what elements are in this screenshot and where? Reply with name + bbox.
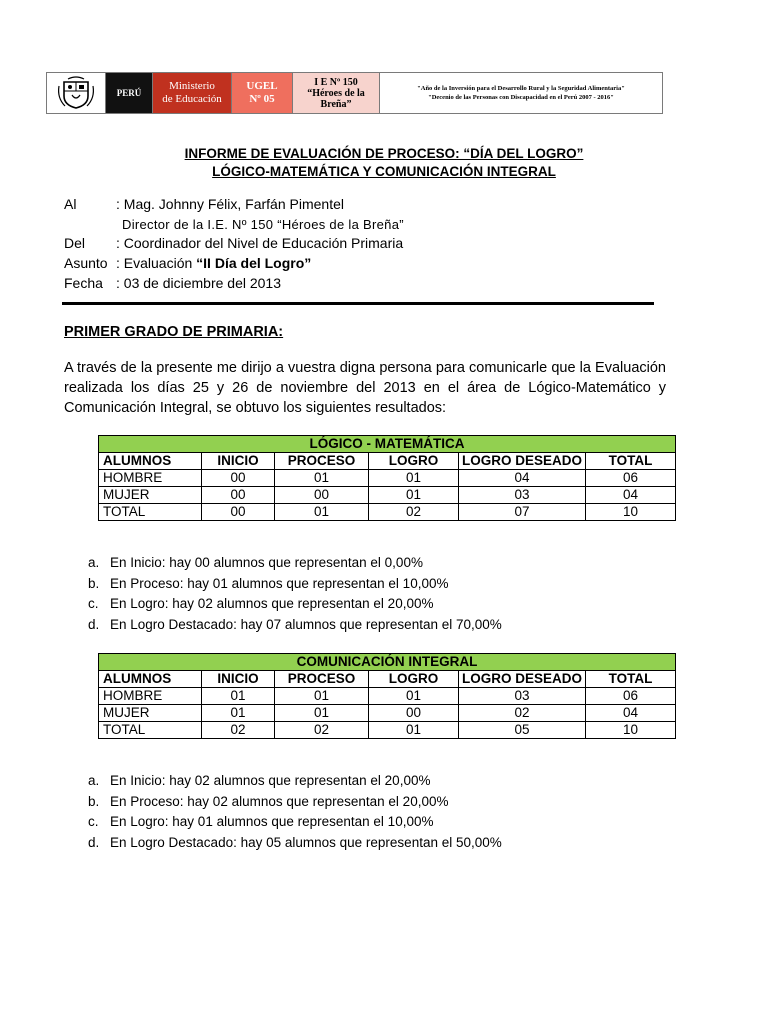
coat-of-arms-icon (56, 76, 96, 110)
table-cell: 10 (586, 504, 676, 521)
memo-to-position: Director de la I.E. Nº 150 “Héroes de la Breña” (122, 217, 404, 232)
summary-list-logico-matematica (88, 553, 502, 635)
separator-rule (62, 302, 654, 305)
table-cell: 02 (369, 504, 459, 521)
results-table-comunicacion-integral (98, 653, 676, 739)
row-label: HOMBRE (99, 688, 202, 705)
table-cell: 01 (369, 688, 459, 705)
peru-label: PERÚ (106, 73, 152, 113)
table-cell: 00 (275, 487, 369, 504)
table-cell: 02 (459, 705, 586, 722)
table-cell: 06 (586, 688, 676, 705)
row-label: TOTAL (99, 722, 202, 739)
table-cell: 05 (459, 722, 586, 739)
summary-list-comunicacion-integral (88, 771, 502, 853)
intro-paragraph: A través de la presente me dirijo a vuestra digna persona para comunicarle que la Evaluación realizada los días 25 y 26 de noviembre del 2013 en el área de Lógico-Matemático y Comunicación Integral, se obtuvo los siguientes resultados: (64, 360, 666, 416)
table-cell: 01 (275, 470, 369, 487)
column-header: PROCESO (275, 671, 369, 688)
table-cell: 01 (369, 487, 459, 504)
memo-date: Fecha : 03 de diciembre del 2013 (64, 275, 281, 291)
table-cell: 01 (275, 504, 369, 521)
table-cell: 01 (275, 705, 369, 722)
table-cell: 01 (202, 705, 275, 722)
column-header: LOGRO DESEADO (459, 671, 586, 688)
table-cell: 07 (459, 504, 586, 521)
row-label: TOTAL (99, 504, 202, 521)
table-cell: 04 (459, 470, 586, 487)
table-cell: 01 (275, 688, 369, 705)
table-header-row (99, 453, 676, 470)
column-header: LOGRO (369, 453, 459, 470)
table-row (99, 487, 676, 504)
table-cell: 04 (586, 705, 676, 722)
institution-header (46, 72, 663, 114)
column-header: ALUMNOS (99, 453, 202, 470)
column-header: TOTAL (586, 453, 676, 470)
table-header-row (99, 671, 676, 688)
list-item: a. En Inicio: hay 02 alumnos que representan el 20,00% (88, 773, 431, 788)
table-caption: COMUNICACIÓN INTEGRAL (99, 654, 676, 671)
table-cell: 00 (202, 504, 275, 521)
ministerio-label: Ministerio de Educación (152, 73, 231, 113)
list-item: d. En Logro Destacado: hay 07 alumnos que representan el 70,00% (88, 616, 502, 632)
memo-subject: Asunto : Evaluación “II Día del Logro” (64, 255, 312, 271)
memo-from: Del : Coordinador del Nivel de Educación Primaria (64, 235, 404, 251)
table-cell: 01 (369, 722, 459, 739)
row-label: HOMBRE (99, 470, 202, 487)
column-header: INICIO (202, 671, 275, 688)
table-caption: LÓGICO - MATEMÁTICA (99, 436, 676, 453)
list-item: c. En Logro: hay 02 alumnos que representan el 20,00% (88, 596, 434, 611)
table-cell: 06 (586, 470, 676, 487)
column-header: LOGRO DESEADO (459, 453, 586, 470)
section-title: PRIMER GRADO DE PRIMARIA: (64, 324, 284, 340)
table-cell: 00 (202, 470, 275, 487)
column-header: PROCESO (275, 453, 369, 470)
list-item: b. En Proceso: hay 02 alumnos que representan el 20,00% (88, 793, 449, 809)
list-item: b. En Proceso: hay 01 alumnos que representan el 10,00% (88, 575, 449, 591)
report-title: INFORME DE EVALUACIÓN DE PROCESO: “DÍA DEL LOGRO” (184, 146, 584, 161)
report-subtitle: LÓGICO-MATEMÁTICA Y COMUNICACIÓN INTEGRAL (212, 164, 556, 179)
table-cell: 01 (369, 470, 459, 487)
results-table-logico-matematica (98, 435, 676, 521)
table-cell: 00 (369, 705, 459, 722)
column-header: TOTAL (586, 671, 676, 688)
table-row (99, 688, 676, 705)
table-cell: 01 (202, 688, 275, 705)
row-label: MUJER (99, 705, 202, 722)
list-item: c. En Logro: hay 01 alumnos que representan el 10,00% (88, 814, 434, 829)
table-cell: 02 (202, 722, 275, 739)
coat-of-arms-cell (47, 73, 106, 113)
column-header: LOGRO (369, 671, 459, 688)
column-header: INICIO (202, 453, 275, 470)
list-item: a. En Inicio: hay 00 alumnos que representan el 0,00% (88, 555, 423, 570)
table-cell: 00 (202, 487, 275, 504)
ugel-label: UGEL Nº 05 (231, 73, 292, 113)
column-header: ALUMNOS (99, 671, 202, 688)
memo-to: Al : Mag. Johnny Félix, Farfán Pimentel (64, 196, 344, 212)
table-cell: 10 (586, 722, 676, 739)
list-item: d. En Logro Destacado: hay 05 alumnos que representan el 50,00% (88, 834, 502, 850)
table-cell: 03 (459, 688, 586, 705)
table-cell: 03 (459, 487, 586, 504)
table-cell: 02 (275, 722, 369, 739)
year-motto: "Año de la Inversión para el Desarrollo Rural y la Seguridad Alimentaria" "Decenio de las Personas con Discapacidad en el Perú 2007 - 2016" (379, 73, 662, 113)
table-row (99, 722, 676, 739)
table-row (99, 470, 676, 487)
table-row (99, 504, 676, 521)
table-row (99, 705, 676, 722)
school-label: I E Nº 150 “Héroes de la Breña” (292, 73, 379, 113)
table-cell: 04 (586, 487, 676, 504)
row-label: MUJER (99, 487, 202, 504)
